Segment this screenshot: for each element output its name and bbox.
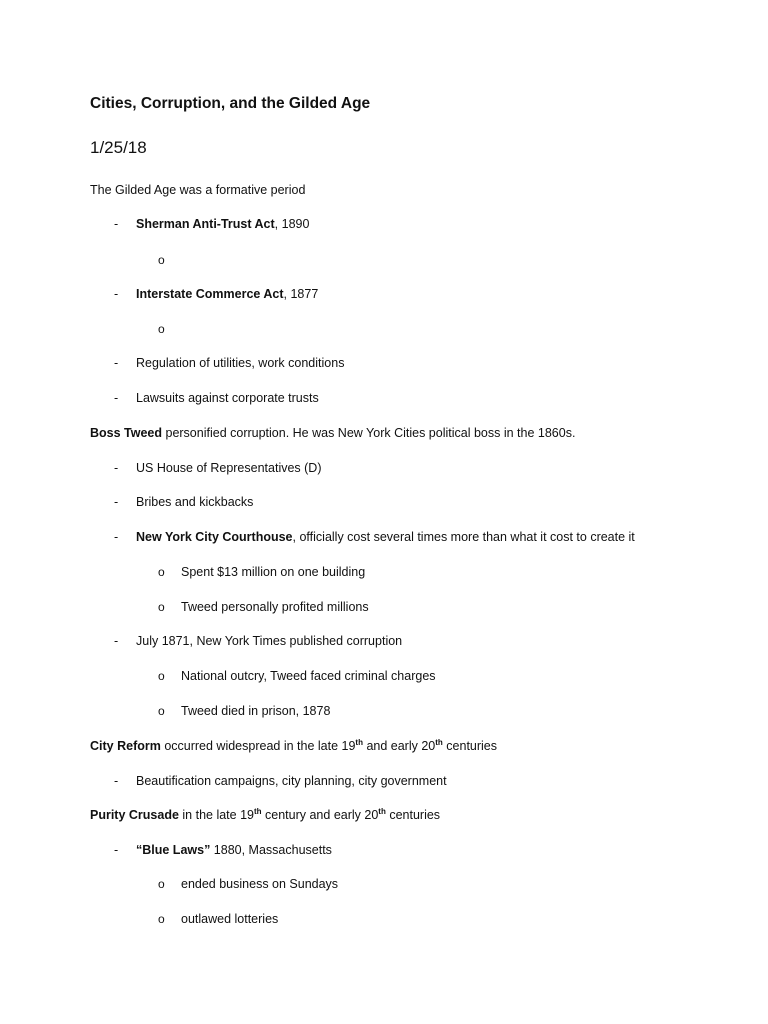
list-item-text: , 1890: [274, 217, 310, 231]
bold-term: Sherman Anti-Trust Act: [136, 217, 275, 231]
sub-list-item: ended business on Sundays: [181, 877, 339, 891]
paragraph-text: and early 20: [362, 739, 436, 753]
paragraph-text: centuries: [385, 808, 441, 822]
sub-list-item: Spent $13 million on one building: [181, 565, 366, 579]
dash-bullet: -: [114, 217, 119, 231]
list-item: Bribes and kickbacks: [136, 495, 254, 509]
list-item: Regulation of utilities, work conditions: [136, 356, 345, 370]
dash-bullet: -: [114, 843, 119, 857]
dash-bullet: -: [114, 634, 119, 648]
list-item: Lawsuits against corporate trusts: [136, 391, 319, 405]
bold-term: Purity Crusade: [90, 808, 179, 822]
sub-list-item: Tweed died in prison, 1878: [181, 704, 331, 718]
list-item-text: 1880, Massachusetts: [210, 843, 332, 857]
circle-bullet: o: [158, 877, 165, 891]
list-item: Beautification campaigns, city planning, city government: [136, 774, 447, 788]
circle-bullet: o: [158, 912, 165, 926]
list-item: [136, 286, 318, 302]
list-item: [136, 529, 635, 545]
circle-bullet: o: [158, 565, 165, 579]
paragraph-boss-tweed: [90, 425, 575, 441]
list-item-text: , officially cost several times more than what it cost to create it: [292, 530, 635, 544]
paragraph-text: personified corruption. He was New York Cities political boss in the 1860s.: [162, 426, 576, 440]
bold-term: City Reform: [90, 739, 161, 753]
paragraph-purity-crusade: [90, 807, 440, 823]
dash-bullet: -: [114, 774, 119, 788]
superscript: th: [355, 737, 363, 747]
sub-list-item: Tweed personally profited millions: [181, 600, 369, 614]
bold-term: “Blue Laws”: [136, 843, 211, 857]
sub-list-item: outlawed lotteries: [181, 912, 279, 926]
superscript: th: [378, 806, 386, 816]
dash-bullet: -: [114, 287, 119, 301]
circle-bullet: o: [158, 253, 165, 267]
superscript: th: [253, 806, 262, 816]
superscript: th: [435, 737, 443, 747]
list-item: US House of Representatives (D): [136, 461, 322, 475]
dash-bullet: -: [114, 391, 119, 405]
sub-list-item: National outcry, Tweed faced criminal charges: [181, 669, 436, 683]
circle-bullet: o: [158, 704, 165, 718]
list-item: July 1871, New York Times published corruption: [136, 634, 403, 648]
dash-bullet: -: [114, 495, 119, 509]
paragraph-city-reform: [90, 738, 497, 754]
list-item: [136, 216, 309, 232]
paragraph-text: centuries: [442, 739, 498, 753]
bold-term: Boss Tweed: [90, 426, 163, 440]
circle-bullet: o: [158, 322, 165, 336]
dash-bullet: -: [114, 356, 119, 370]
bold-term: Interstate Commerce Act: [136, 287, 284, 301]
document-date: 1/25/18: [90, 138, 147, 157]
document-title: Cities, Corruption, and the Gilded Age: [90, 95, 371, 112]
list-item: [136, 842, 332, 858]
paragraph-text: occurred widespread in the late 19: [160, 739, 356, 753]
dash-bullet: -: [114, 461, 119, 475]
paragraph-text: century and early 20: [261, 808, 379, 822]
circle-bullet: o: [158, 600, 165, 614]
circle-bullet: o: [158, 669, 165, 683]
dash-bullet: -: [114, 530, 119, 544]
bold-term: New York City Courthouse: [136, 530, 293, 544]
list-item-text: , 1877: [283, 287, 319, 301]
paragraph-gilded-age: The Gilded Age was a formative period: [90, 183, 306, 197]
paragraph-text: in the late 19: [178, 808, 254, 822]
